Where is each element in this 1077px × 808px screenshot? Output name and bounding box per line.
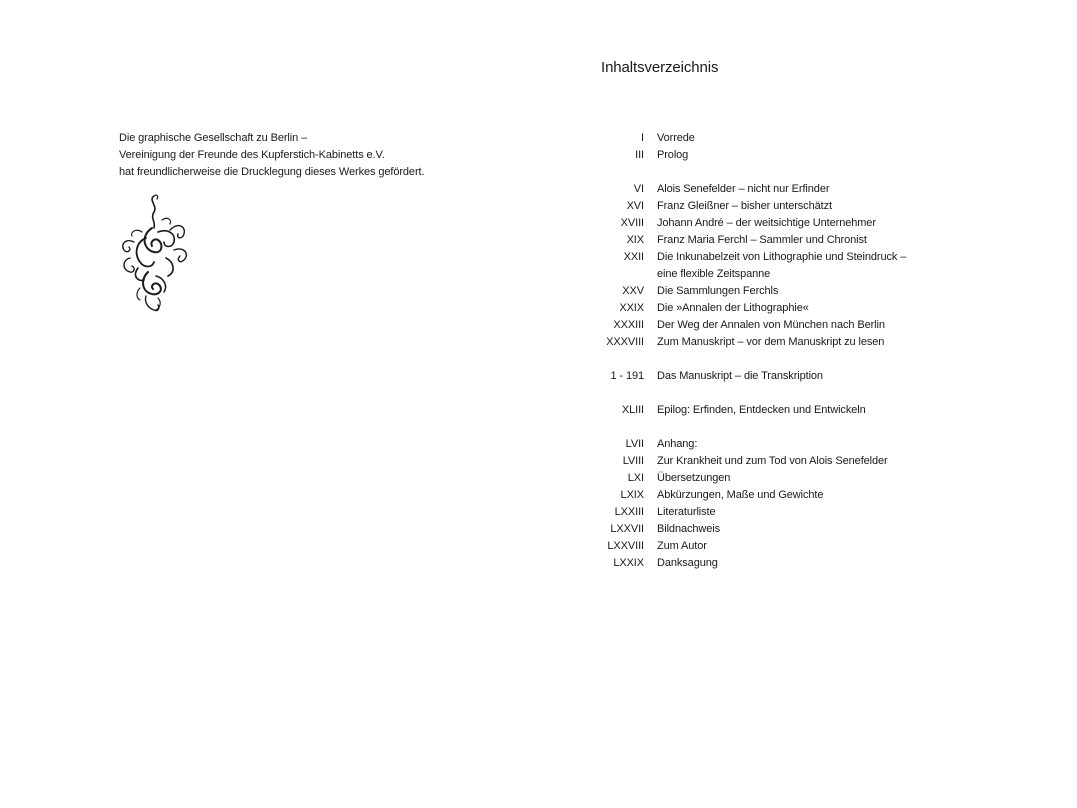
toc-page-number: XVI xyxy=(626,200,644,212)
toc-entry xyxy=(560,504,960,521)
toc-page-number: III xyxy=(635,149,644,161)
toc-entry-title xyxy=(657,215,957,232)
toc-entry-title-line: Zur Krankheit und zum Tod von Alois Senefelder xyxy=(657,455,888,467)
toc-page-number: XVIII xyxy=(620,217,644,229)
toc-page-number: LVIII xyxy=(622,455,644,467)
toc-entry xyxy=(560,130,960,147)
toc-entry-title-line: Vorrede xyxy=(657,132,695,144)
sponsor-note xyxy=(119,130,499,181)
toc-entry-title xyxy=(657,453,957,470)
toc-page-number: XXV xyxy=(622,285,644,297)
toc-entry-title xyxy=(657,130,957,147)
toc-page-number: XXIX xyxy=(619,302,644,314)
toc-page-number: LXI xyxy=(627,472,644,484)
toc-entry xyxy=(560,181,960,198)
toc-page-number: XXXIII xyxy=(613,319,644,331)
sponsor-note-line: Vereinigung der Freunde des Kupferstich-Kabinetts e.V. xyxy=(119,149,385,161)
toc-entry xyxy=(560,453,960,470)
toc-entry-title-line: Danksagung xyxy=(657,557,718,569)
toc-entry xyxy=(560,317,960,334)
toc-entry xyxy=(560,232,960,249)
toc-entry-title xyxy=(657,317,957,334)
toc-page-number: 1 - 191 xyxy=(610,370,644,382)
toc-entry-title xyxy=(657,300,957,317)
toc-entry xyxy=(560,300,960,317)
toc-entry-title xyxy=(657,249,957,283)
toc-entry-title-line: Die Sammlungen Ferchls xyxy=(657,285,779,297)
toc-page-number: I xyxy=(641,132,644,144)
toc-entry-title-line: Zum Autor xyxy=(657,540,707,552)
toc-entry xyxy=(560,470,960,487)
toc-page-number: LXXVII xyxy=(610,523,644,535)
toc-entry-title-line: Abkürzungen, Maße und Gewichte xyxy=(657,489,824,501)
toc-page-number: VI xyxy=(633,183,644,195)
toc-entry-title-line: Die Inkunabelzeit von Lithographie und Steindruck – xyxy=(657,251,907,263)
toc-entry-title-line: Johann André – der weitsichtige Unternehmer xyxy=(657,217,876,229)
toc-entry-title xyxy=(657,555,957,572)
toc-entry xyxy=(560,334,960,351)
toc-entry-title xyxy=(657,487,957,504)
toc-entry-title-line: Zum Manuskript – vor dem Manuskript zu lesen xyxy=(657,336,885,348)
toc-entry xyxy=(560,198,960,215)
toc-entry-title xyxy=(657,368,957,385)
toc-entry xyxy=(560,402,960,419)
toc-entry xyxy=(560,487,960,504)
toc-entry xyxy=(560,147,960,164)
toc-entry-title xyxy=(657,181,957,198)
toc-entry-title-line: Anhang: xyxy=(657,438,698,450)
toc-entry-title-line: eine flexible Zeitspanne xyxy=(657,268,771,280)
toc-entry-title xyxy=(657,504,957,521)
toc-entry-title xyxy=(657,147,957,164)
toc-entry-title-line: Franz Gleißner – bisher unterschätzt xyxy=(657,200,832,212)
toc-entry-title xyxy=(657,436,957,453)
toc-entry xyxy=(560,538,960,555)
toc-entry-title-line: Die »Annalen der Lithographie« xyxy=(657,302,809,314)
toc-entry-title xyxy=(657,232,957,249)
toc-entry-title-line: Übersetzungen xyxy=(657,472,731,484)
toc-entry-title-line: Das Manuskript – die Transkription xyxy=(657,370,823,382)
toc-entry-title xyxy=(657,538,957,555)
toc-entry-title-line: Prolog xyxy=(657,149,689,161)
toc-entry-title-line: Der Weg der Annalen von München nach Berlin xyxy=(657,319,885,331)
toc-page-number: LXXIII xyxy=(614,506,644,518)
toc-entry-title-line: Alois Senefelder – nicht nur Erfinder xyxy=(657,183,830,195)
toc-entry xyxy=(560,521,960,538)
toc-entry-title-line: Literaturliste xyxy=(657,506,716,518)
toc-entry-title xyxy=(657,334,957,351)
toc-entry xyxy=(560,215,960,232)
toc-entry xyxy=(560,368,960,385)
toc-entry-title-line: Epilog: Erfinden, Entdecken und Entwickeln xyxy=(657,404,866,416)
toc-entry-title xyxy=(657,521,957,538)
toc-page-number: XLIII xyxy=(621,404,644,416)
toc-page-number: LXXVIII xyxy=(607,540,644,552)
toc-entry-title xyxy=(657,402,957,419)
sponsor-note-line: Die graphische Gesellschaft zu Berlin – xyxy=(119,132,308,144)
toc-title: Inhaltsverzeichnis xyxy=(601,59,719,76)
toc-page-number: LXIX xyxy=(620,489,644,501)
toc-page-number: LXXIX xyxy=(613,557,644,569)
toc-page-number: XXXVIII xyxy=(606,336,644,348)
toc-entry-title-line: Bildnachweis xyxy=(657,523,721,535)
toc-entry-title xyxy=(657,198,957,215)
toc-entry xyxy=(560,283,960,300)
toc-page-number: LVII xyxy=(625,438,644,450)
table-of-contents xyxy=(560,130,960,572)
toc-entry-title-line: Franz Maria Ferchl – Sammler und Chronist xyxy=(657,234,867,246)
toc-entry-title xyxy=(657,283,957,300)
toc-entry xyxy=(560,436,960,453)
toc-entry-title xyxy=(657,470,957,487)
toc-page-number: XXII xyxy=(623,251,644,263)
flame-emblem-icon xyxy=(118,192,194,316)
toc-entry xyxy=(560,249,960,283)
sponsor-note-line: hat freundlicherweise die Drucklegung dieses Werkes gefördert. xyxy=(119,166,425,178)
toc-entry xyxy=(560,555,960,572)
toc-page-number: XIX xyxy=(626,234,644,246)
